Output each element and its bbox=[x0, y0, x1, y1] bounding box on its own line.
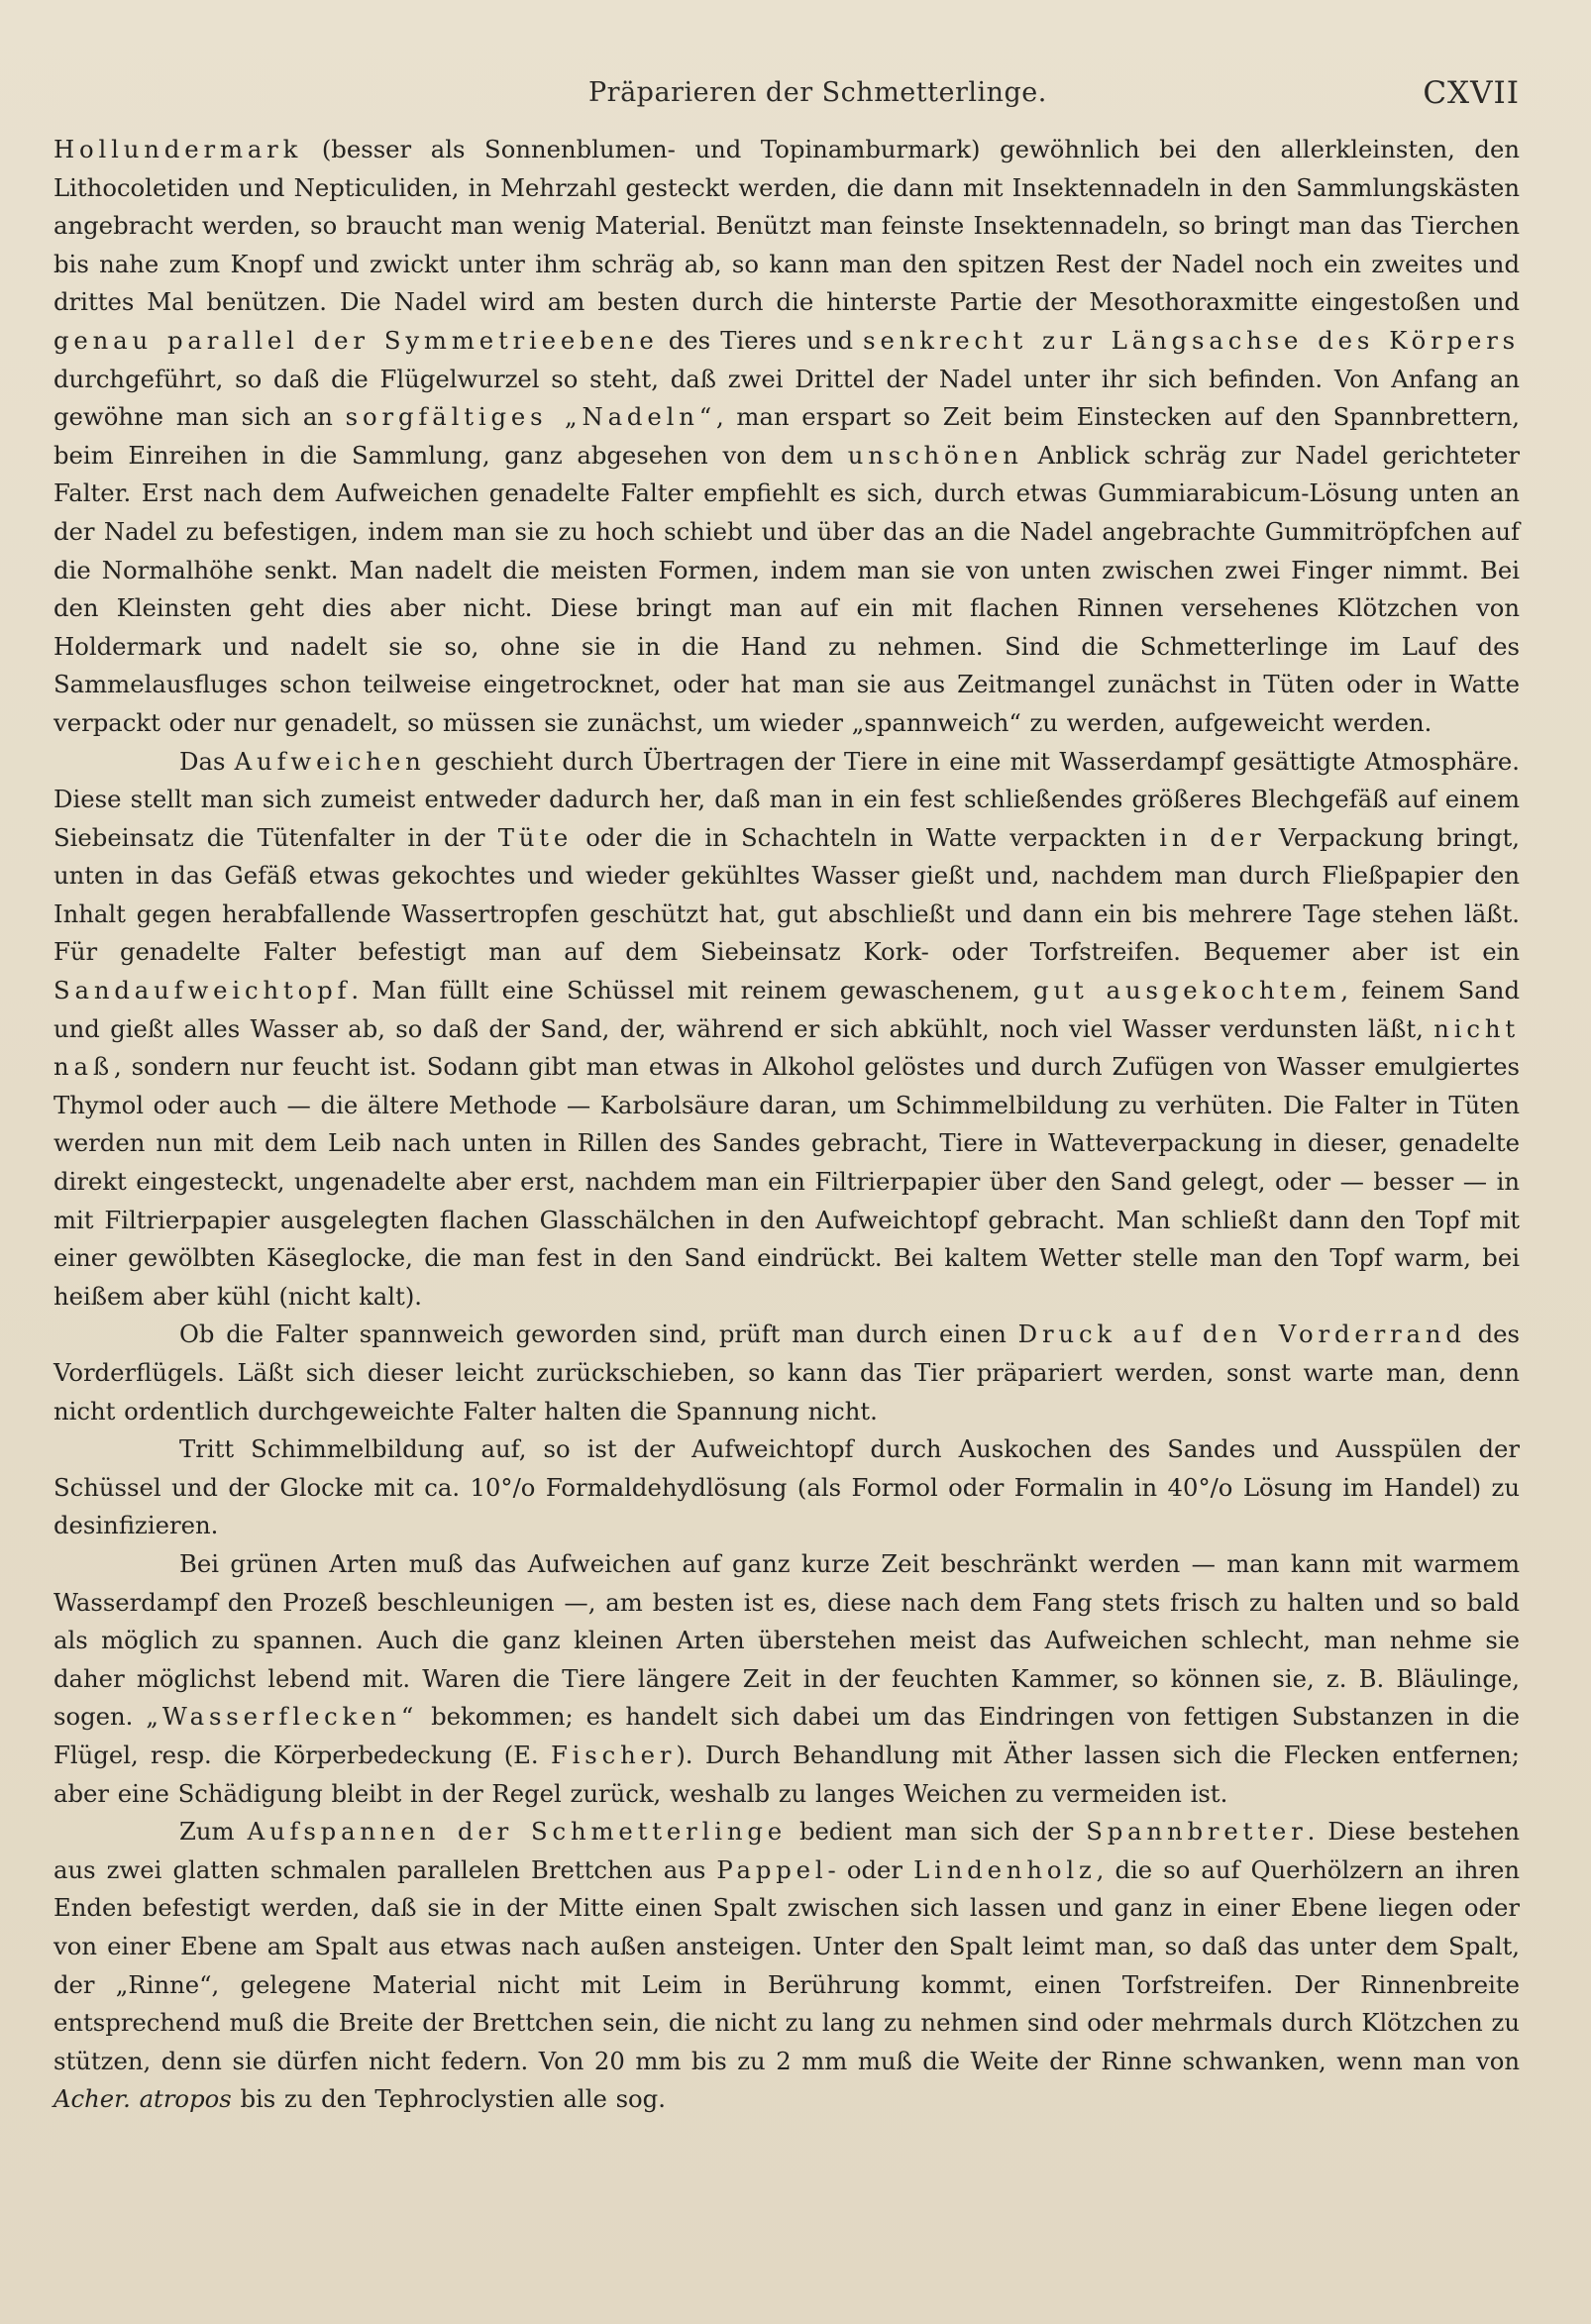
spaced-emphasis: Pappel bbox=[716, 1854, 828, 1884]
spaced-emphasis: Hollundermark bbox=[53, 135, 303, 163]
page-header bbox=[53, 77, 1520, 127]
text-run: , sondern nur feucht ist. Sodann gibt man etwas in Alkohol gelöstes und durch Zufügen von Wasser emulgiertes Thymol oder auch — die ältere Methode — Karbolsäure daran, um Schimmelbildung zu verhüten. Die Falter in Tüten werden nun mit dem Leib nach unten in Rillen des Sandes gebracht, Tiere in Watteverpackung in dieser, genadelte direkt eingesteckt, ungenadelte aber erst, nachdem man ein Filtrierpapier über den Sand gelegt, oder — besser — in mit Filtrierpapier ausgelegten flachen Glasschälchen in den Aufweichtopf gebracht. Man schließt dann den Topf mit einer gewölbten Käseglocke, die man fest in den Sand eindrückt. Bei kaltem Wetter stelle man den Topf warm, bei heißem aber kühl (nicht kalt). bbox=[53, 1052, 1520, 1311]
text-run: bis zu den Tephroclystien alle sog. bbox=[231, 2084, 666, 2114]
spaced-emphasis: Tüte bbox=[497, 822, 574, 852]
text-run: oder die in Schachteln in Watte verpackten bbox=[573, 822, 1160, 852]
paragraph bbox=[53, 1430, 1520, 1545]
text-run: Tritt Schimmelbildung auf, so ist der Aufweichtopf durch Auskochen des Sandes und Ausspülen der Schüssel und der Glocke mit ca. 10°/o Formaldehydlösung (als Formol oder Formalin in 40°/o Lösung im Handel) zu desinfizieren. bbox=[53, 1434, 1520, 1540]
text-run: (besser als Sonnenblumen- und Topinamburmark) gewöhnlich bei den allerkleinsten, den Lithocoletiden und Nepticuliden, in Mehrzahl gesteckt werden, die dann mit Insektennadeln in den Sammlungskästen angebracht werden, so braucht man wenig Material. Benützt man feinste Insektennadeln, so bringt man das Tierchen bis nahe zum Knopf und zwickt unter ihm schräg ab, so kann man den spitzen Rest der Nadel noch ein zweites und drittes Mal benützen. Die Nadel wird am besten durch die hinterste Partie der Mesothoraxmitte eingestoßen und bbox=[53, 135, 1520, 317]
spaced-emphasis: Druck auf den Vorderrand bbox=[1017, 1320, 1466, 1349]
text-run: . Diese bestehen aus zwei glatten schmalen parallelen Brettchen aus bbox=[53, 1817, 1520, 1884]
text-run: . Man füllt eine Schüssel mit reinem gewaschenem, bbox=[351, 976, 1034, 1005]
text-run: des Vorderflügels. Läßt sich dieser leicht zurückschieben, so kann das Tier präpariert werden, sonst warte man, denn nicht ordentlich durchgeweichte Falter halten die Spannung nicht. bbox=[53, 1320, 1520, 1426]
italic-term: Acher. atropos bbox=[53, 2084, 232, 2114]
spaced-emphasis: Lindenholz bbox=[913, 1854, 1097, 1884]
spaced-emphasis: nicht naß bbox=[53, 1013, 1520, 1082]
paragraph bbox=[53, 1316, 1520, 1430]
paragraph bbox=[53, 1813, 1520, 2119]
text-run: Zum bbox=[179, 1817, 248, 1847]
spaced-emphasis: „Wasserflecken“ bbox=[146, 1702, 419, 1732]
text-run: bedient man sich der bbox=[787, 1817, 1087, 1847]
spaced-emphasis: genau parallel der Symmetrieebene bbox=[53, 325, 659, 355]
spaced-emphasis: in der bbox=[1159, 822, 1266, 852]
spaced-emphasis: Aufweichen bbox=[234, 746, 426, 776]
text-run: ). Durch Behandlung mit Äther lassen sich die Flecken entfernen; aber eine Schädigung bleibt in der Regel zurück, weshalb zu langes Weichen zu vermeiden ist. bbox=[53, 1740, 1520, 1808]
spaced-emphasis: sorgfältiges „Nadeln“ bbox=[345, 402, 716, 432]
running-title: Präparieren der Schmetterlinge. bbox=[588, 77, 1047, 108]
text-run: - oder bbox=[827, 1854, 914, 1884]
text-run: des Tieres und bbox=[658, 325, 864, 355]
paragraph bbox=[53, 743, 1520, 1317]
text-run: geschieht durch Übertragen der Tiere in eine mit Wasserdampf gesättigte Atmosphäre. Diese stellt man sich zumeist entweder dadurch her, daß man in ein fest schließendes größeres Blechgefäß auf einem Siebeinsatz die Tütenfalter in der bbox=[53, 746, 1520, 852]
text-run: durchgeführt, so daß die Flügelwurzel so steht, daß zwei Drittel der Nadel unter ihr sich befinden. Von Anfang an gewöhne man sich an bbox=[53, 364, 1520, 432]
text-run: Anblick schräg zur Nadel gerichteter Falter. Erst nach dem Aufweichen genadelte Falter empfiehlt es sich, durch etwas Gummiarabicum-Lösung unten an der Nadel zu befestigen, indem man sie zu hoch schiebt und über das an die Nadel angebrachte Gummitröpfchen auf die Normalhöhe senkt. Man nadelt die meisten Formen, indem man sie von unten zwischen zwei Finger nimmt. Bei den Kleinsten geht dies aber nicht. Diese bringt man auf ein mit flachen Rinnen versehenes Klötzchen von Holdermark und nadelt sie so, ohne sie in die Hand zu nehmen. Sind die Schmetterlinge im Lauf des Sammelausfluges schon teilweise eingetrocknet, oder hat man sie aus Zeitmangel zunächst in Tüten oder in Watte verpackt oder nur genadelt, so müssen sie zunächst, um wieder „spannweich“ zu werden, aufgeweicht werden. bbox=[53, 440, 1520, 737]
body-text bbox=[53, 131, 1520, 2119]
spaced-emphasis: Fischer bbox=[550, 1740, 677, 1769]
text-run: , die so auf Querhölzern an ihren Enden befestigt werden, daß sie in der Mitte einen Spalt zwischen sich lassen und ganz in einer Ebene liegen oder von einer Ebene am Spalt aus etwas nach außen ansteigen. Unter den Spalt leimt man, so daß das unter dem Spalt, der „Rinne“, gelegene Material nicht mit Leim in Berührung kommt, einen Torfstreifen. Der Rinnenbreite entsprechend muß die Breite der Brettchen sein, die nicht zu lang zu nehmen sind oder mehrmals durch Klötzchen zu stützen, denn sie dürfen nicht federn. Von 20 mm bis zu 2 mm muß die Weite der Rinne schwanken, wenn man von bbox=[53, 1854, 1520, 2075]
text-run: Ob die Falter spannweich geworden sind, prüft man durch einen bbox=[179, 1320, 1018, 1349]
paragraph bbox=[53, 131, 1520, 743]
spaced-emphasis: unschönen bbox=[847, 440, 1023, 470]
text-run: Verpackung bringt, unten in das Gefäß etwas gekochtes und wieder gekühltes Wasser gießt und, nachdem man durch Fließpapier den Inhalt gegen herabfallende Wassertropfen geschützt hat, gut abschließt und dann ein bis mehrere Tage stehen läßt. Für genadelte Falter befestigt man auf dem Siebeinsatz Kork- oder Torfstreifen. Bequemer aber ist ein bbox=[53, 822, 1520, 967]
spaced-emphasis: senkrecht zur Längsachse des Körpers bbox=[863, 325, 1520, 355]
text-run: Bei grünen Arten muß das Aufweichen auf ganz kurze Zeit beschränkt werden — man kann mit warmem Wasserdampf den Prozeß beschleunigen —, am besten ist es, diese nach dem Fang stets frisch zu halten und so bald als möglich zu spannen. Auch die ganz kleinen Arten überstehen meist das Aufweichen schlecht, man nehme sie daher möglichst lebend mit. Waren die Tiere längere Zeit in der feuchten Kammer, so können sie, z. B. Bläulinge, sogen. bbox=[53, 1548, 1520, 1732]
page-number: CXVII bbox=[1423, 75, 1520, 111]
spaced-emphasis: gut ausgekochtem bbox=[1033, 976, 1341, 1005]
paragraph bbox=[53, 1545, 1520, 1813]
spaced-emphasis: Aufspannen der Schmetterlinge bbox=[247, 1817, 788, 1847]
spaced-emphasis: Sandaufweichtopf bbox=[53, 976, 352, 1005]
text-run: , feinem Sand und gießt alles Wasser ab, so daß der Sand, der, während er sich abkühlt, noch viel Wasser verdunsten läßt, bbox=[53, 976, 1520, 1043]
text-run: Das bbox=[179, 746, 235, 776]
text-run: , man erspart so Zeit beim Einstecken auf den Spannbrettern, beim Einreihen in die Sammlung, ganz abgesehen von dem bbox=[53, 402, 1521, 470]
spaced-emphasis: Spannbretter bbox=[1086, 1817, 1308, 1847]
text-run: bekommen; es handelt sich dabei um das Eindringen von fettigen Substanzen in die Flügel, resp. die Körperbedeckung (E. bbox=[53, 1702, 1520, 1769]
